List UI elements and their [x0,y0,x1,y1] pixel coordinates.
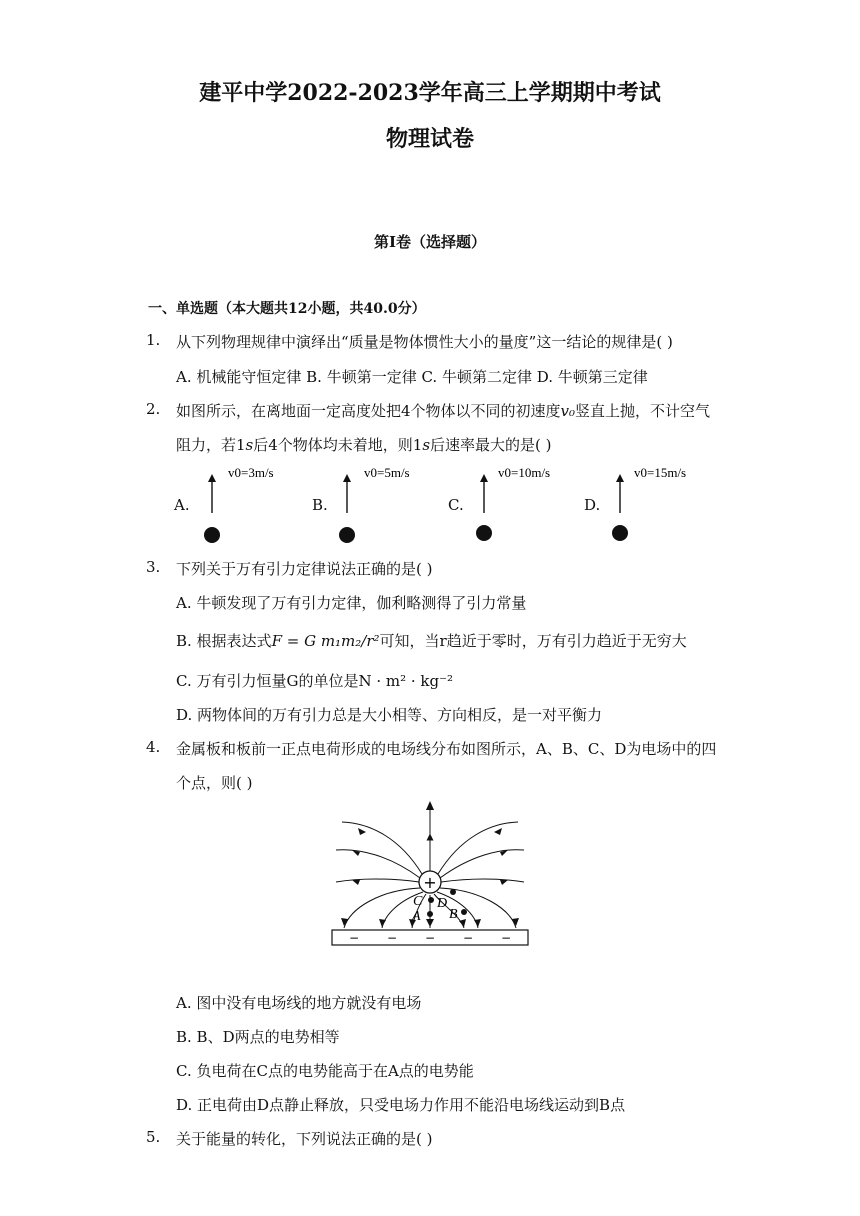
stem-text: 如图所示，在离地面一定高度处把4个物体以不同的初速度 [176,402,561,420]
question-stem-line1 [176,400,710,421]
question-stem-line2: 个点，则( ) [176,774,253,792]
point-b-label: B [449,907,458,922]
velocity-label: v0=15m/s [634,465,687,480]
negative-sign: − [424,931,436,945]
point-c-label: C [413,894,423,909]
option-d: D. 正电荷由D点静止释放，只受电场力作用不能沿电场线运动到B点 [176,1096,626,1114]
negative-sign: − [348,931,360,945]
question-number: 1. [146,331,161,349]
velocity-label: v0=3m/s [228,465,274,480]
question-number: 4. [146,738,161,756]
stem-text: 后4个物体均未着地，则1 [253,436,423,454]
point-d-label: D [437,896,448,911]
stem-text: 后速率最大的是( ) [430,436,552,454]
option-c: C. 万有引力恒量G的单位是N · m² · kg⁻² [176,672,454,690]
figure-option-letter: C. [448,496,464,514]
figure-option-letter: D. [584,496,601,514]
v0-symbol: v₀ [560,402,576,420]
launch-figure-d [608,460,718,548]
unit-symbol: s [422,436,431,454]
point-a-label: A [412,909,421,924]
unit-symbol: s [245,436,254,454]
page-title: 建平中学2022-2023学年高三上学期期中考试 [199,80,661,106]
option-b: B. B、D两点的电势相等 [176,1028,340,1046]
launch-figure-b [336,460,446,548]
question-number: 3. [146,558,161,576]
option-text: B. 根据表达式 [176,632,272,650]
question-stem-line1: 金属板和板前一正点电荷形成的电场线分布如图所示，A、B、C、D为电场中的四 [176,740,717,758]
option-c: C. 负电荷在C点的电势能高于在A点的电势能 [176,1062,474,1080]
velocity-label: v0=10m/s [498,465,551,480]
question-stem-line2 [176,434,552,455]
negative-sign: − [462,931,474,945]
formula: F = G m₁m₂/r² [271,632,380,650]
option-a: A. 牛顿发现了万有引力定律，伽利略测得了引力常量 [176,594,527,612]
question-number: 5. [146,1128,161,1146]
velocity-label: v0=5m/s [364,465,410,480]
option-text: 可知，当r趋近于零时，万有引力趋近于无穷大 [379,632,687,650]
negative-sign: − [500,931,512,945]
option-b [176,630,687,651]
question-stem: 关于能量的转化，下列说法正确的是( ) [176,1130,433,1148]
part-heading: 一、单选题（本大题共12小题，共40.0分） [148,301,426,317]
electric-field-figure [330,798,530,950]
section-heading: 第I卷（选择题） [373,233,487,251]
negative-sign: − [386,931,398,945]
positive-charge-sign: + [423,873,437,892]
option-a: A. 图中没有电场线的地方就没有电场 [176,994,422,1012]
question-stem: 下列关于万有引力定律说法正确的是( ) [176,560,433,578]
figure-option-letter: B. [312,496,328,514]
launch-figure-a [200,460,310,548]
launch-figure-c [472,460,582,548]
figure-option-letter: A. [174,496,190,514]
page-subtitle: 物理试卷 [385,126,474,152]
question-options: A. 机械能守恒定律 B. 牛顿第一定律 C. 牛顿第二定律 D. 牛顿第三定律 [176,368,648,386]
stem-text: 阻力，若1 [176,436,246,454]
question-stem: 从下列物理规律中演绎出“质量是物体惯性大小的量度”这一结论的规律是( ) [176,333,673,351]
stem-text: 竖直上抛，不计空气 [575,402,711,420]
question-number: 2. [146,400,161,418]
option-d: D. 两物体间的万有引力总是大小相等、方向相反，是一对平衡力 [176,706,603,724]
